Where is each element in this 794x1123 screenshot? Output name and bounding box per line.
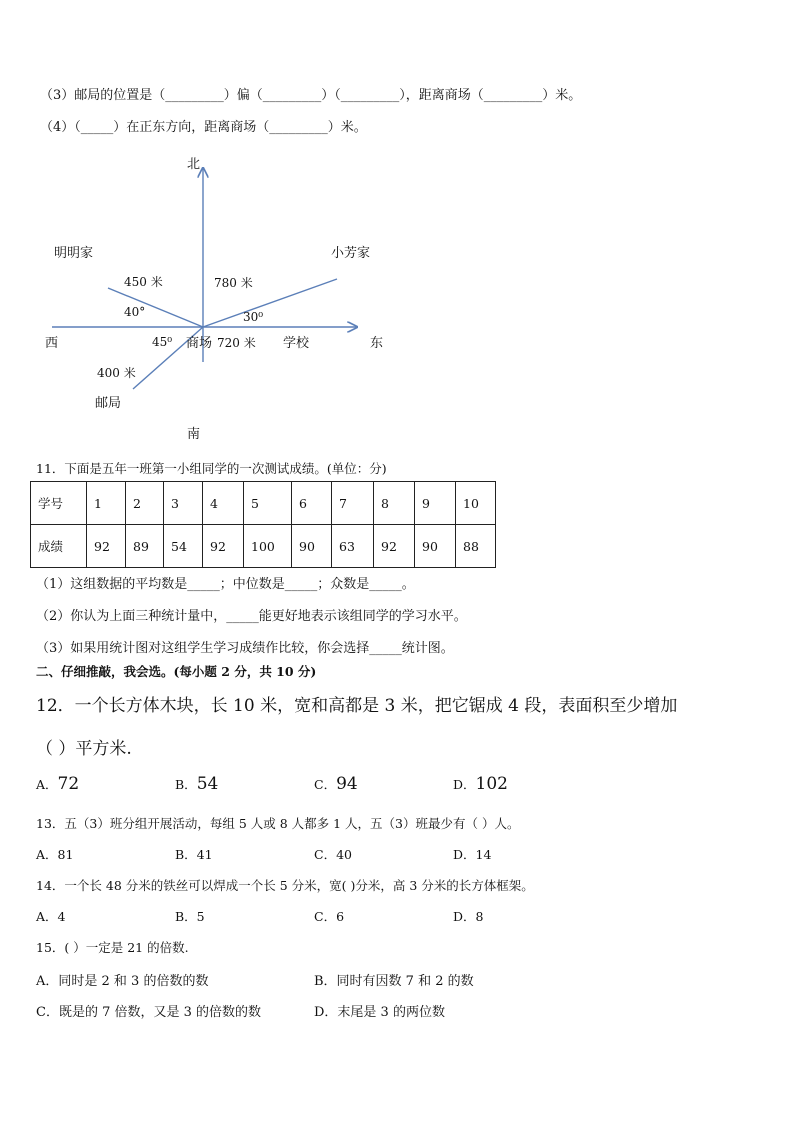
q14-option-d: D．8: [453, 909, 484, 924]
q14-option-a: A．4: [36, 909, 66, 924]
table-cell: 2: [126, 482, 164, 525]
label-north: 北: [187, 157, 201, 172]
q12-line2: （ ）平方米.: [36, 739, 132, 759]
q10-line4: （4）（_____）在正东方向，距离商场（_________）米。: [40, 120, 367, 135]
q15-text: 15．( ）一定是 21 的倍数.: [36, 940, 189, 955]
q11-sub1: （1）这组数据的平均数是_____；中位数是_____；众数是_____。: [36, 577, 415, 592]
table-header-cell: 学号: [31, 482, 87, 525]
q11-sub3: （3）如果用统计图对这组学生学习成绩作比较，你会选择_____统计图。: [36, 641, 454, 656]
q14-option-c: C．6: [314, 909, 345, 924]
q13-option-a: A．81: [36, 847, 74, 862]
q11-title: 11．下面是五年一班第一小组同学的一次测试成绩。(单位：分): [36, 461, 387, 476]
label-mingming-home: 明明家: [54, 246, 94, 261]
score-table: [30, 481, 496, 568]
q15-option-c: C．既是的 7 倍数，又是 3 的倍数的数: [36, 1005, 262, 1020]
label-mall: 商场: [186, 336, 213, 351]
label-angle-post: 45⁰: [152, 335, 173, 349]
table-cell: 9: [415, 482, 456, 525]
label-dist-mingming: 450 米: [124, 275, 163, 289]
q12-line1: 12．一个长方体木块，长 10 米，宽和高都是 3 米，把它锯成 4 段，表面积至少增加: [36, 696, 678, 716]
table-cell: 92: [87, 525, 126, 568]
label-school: 学校: [283, 336, 310, 351]
table-row: [31, 482, 496, 525]
label-dist-xiaofang: 780 米: [214, 276, 253, 290]
table-cell: 54: [164, 525, 203, 568]
q12-option-c: C．94: [314, 774, 358, 794]
section2-title: 二、仔细推敲，我会选。(每小题 2 分，共 10 分): [36, 664, 317, 679]
label-xiaofang-home: 小芳家: [331, 246, 371, 261]
q12-option-b: B．54: [175, 774, 219, 794]
table-cell: 92: [374, 525, 415, 568]
table-cell: 10: [456, 482, 496, 525]
q12-option-d: D．102: [453, 774, 508, 794]
q13-option-d: D．14: [453, 847, 492, 862]
table-cell: 1: [87, 482, 126, 525]
table-cell: 92: [203, 525, 244, 568]
q14-text: 14．一个长 48 分米的铁丝可以焊成一个长 5 分米，宽( )分米，高 3 分米的长方体框架。: [36, 878, 534, 893]
q12-option-a: A．72: [36, 774, 80, 794]
table-cell: 6: [292, 482, 332, 525]
label-angle-xiaofang: 30⁰: [243, 310, 264, 324]
q13-option-c: C．40: [314, 847, 352, 862]
label-dist-post: 400 米: [97, 366, 136, 380]
label-angle-mingming: 40°: [124, 305, 146, 319]
q13-option-b: B．41: [175, 847, 213, 862]
line-mingming: [108, 288, 203, 327]
label-east: 东: [370, 336, 384, 351]
q14-option-b: B．5: [175, 909, 205, 924]
table-cell: 63: [332, 525, 374, 568]
table-header-cell: 成绩: [31, 525, 87, 568]
q11-sub2: （2）你认为上面三种统计量中，_____能更好地表示该组同学的学习水平。: [36, 609, 467, 624]
table-cell: 90: [292, 525, 332, 568]
table-cell: 89: [126, 525, 164, 568]
label-west: 西: [45, 336, 59, 351]
table-cell: 4: [203, 482, 244, 525]
table-cell: 8: [374, 482, 415, 525]
table-cell: 3: [164, 482, 203, 525]
q15-option-d: D．末尾是 3 的两位数: [314, 1005, 445, 1020]
table-cell: 90: [415, 525, 456, 568]
label-post-office: 邮局: [95, 396, 122, 411]
location-diagram: [0, 0, 794, 470]
table-cell: 88: [456, 525, 496, 568]
table-cell: 7: [332, 482, 374, 525]
q15-option-a: A．同时是 2 和 3 的倍数的数: [36, 974, 209, 989]
q15-option-b: B．同时有因数 7 和 2 的数: [314, 974, 474, 989]
label-dist-school: 720 米: [217, 336, 256, 350]
table-row: [31, 525, 496, 568]
label-south: 南: [187, 427, 201, 442]
table-cell: 5: [244, 482, 292, 525]
q13-text: 13．五（3）班分组开展活动，每组 5 人或 8 人都多 1 人，五（3）班最少有（ ）人。: [36, 816, 520, 831]
q10-line3: （3）邮局的位置是（_________）偏（_________）（_________），距离商场（_________）米。: [40, 88, 582, 103]
table-cell: 100: [244, 525, 292, 568]
